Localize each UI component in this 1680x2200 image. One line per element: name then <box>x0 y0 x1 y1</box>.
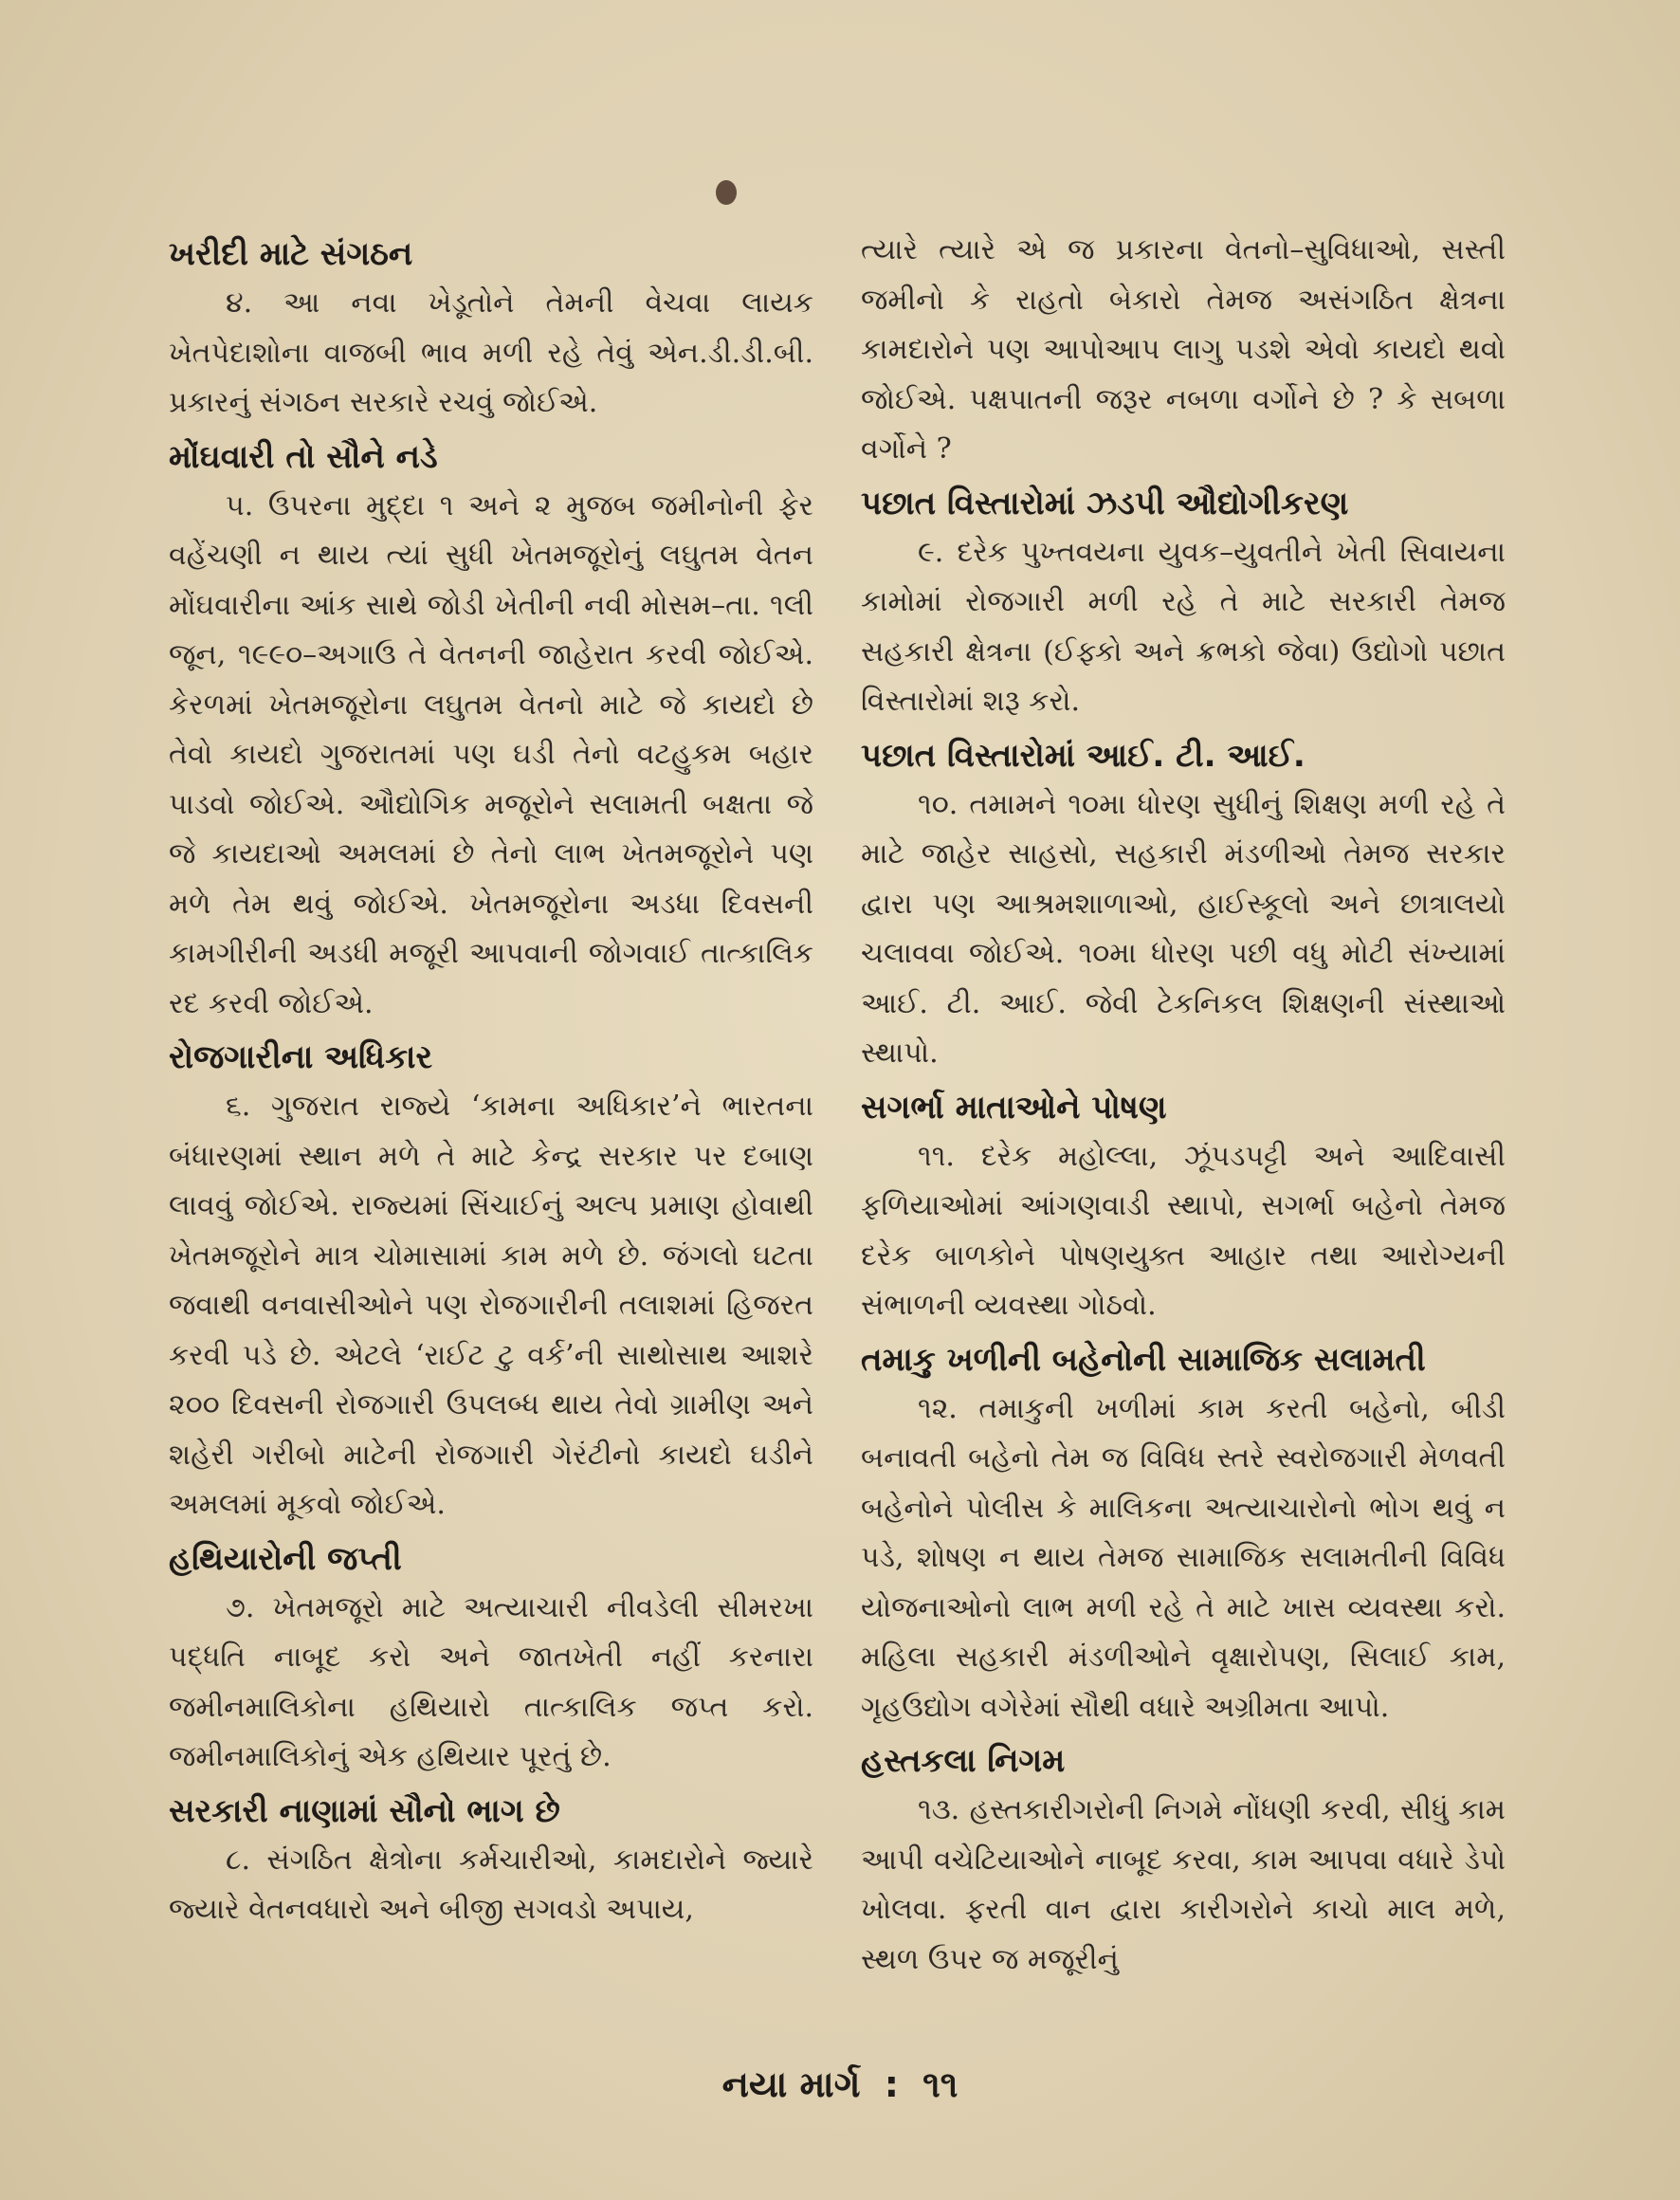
section-heading-handicraft-corporation: હસ્તકલા નિગમ <box>861 1742 1066 1780</box>
section-heading-employment-rights: રોજગારીના અધિકાર <box>169 1038 433 1076</box>
section-heading-inflation: મોંઘવારી તો સૌને નડે <box>169 437 438 476</box>
paragraph-6: ૬. ગુજરાત રાજ્યે ‘કામના અધિકાર’ને ભારતના બંધારણમાં સ્થાન મળે તે માટે કેન્દ્ર સરકાર પર દબાણ લાવવું જોઈએ. રાજ્યમાં સિંચાઈનું અલ્પ પ્રમાણ હોવાથી ખેતમજૂરોને માત્ર ચોમાસામાં કામ મળે છે. જંગલો ઘટતા જવાથી વનવાસીઓને પણ રોજગારીની તલાશમાં હિજરત કરવી પડે છે. એટલે ‘રાઈટ ટુ વર્ક’ની સાથોસાથ આશરે ૨૦૦ દિવસની રોજગારી ઉપલબ્ધ થાય તેવો ગ્રામીણ અને શહેરી ગરીબો માટેની રોજગારી ગેરંટીનો કાયદો ઘડીને અમલમાં મૂકવો જોઈએ. <box>169 1090 813 1521</box>
paragraph-11: ૧૧. દરેક મહોલ્લા, ઝૂંપડપટ્ટી અને આદિવાસી ફળિયાઓમાં આંગણવાડી સ્થાપો, સગર્ભા બહેનો તેમજ દરેક બાળકોને પોષણયુક્ત આહાર તથા આરોગ્યની સંભાળની વ્યવસ્થા ગોઠવો. <box>861 1139 1506 1322</box>
paragraph-7: ૭. ખેતમજૂરો માટે અત્યાચારી નીવડેલી સીમરખા પદ્ધતિ નાબૂદ કરો અને જાતખેતી નહીં કરનારા જમીનમાલિકોના હથિયારો તાત્કાલિક જપ્ત કરો. જમીનમાલિકોનું એક હથિયાર પૂરતું છે. <box>169 1590 814 1773</box>
left-column <box>169 226 813 1935</box>
page-footer <box>0 2063 1680 2106</box>
paragraph-9: ૯. દરેક પુખ્તવયના યુવક–યુવતીને ખેતી સિવાયના કામોમાં રોજગારી મળી રહે તે માટે સરકારી તેમજ સહકારી ક્ષેત્રના (ઈફ્કો અને ક્રભકો જેવા) ઉદ્યોગો પછાત વિસ્તારોમાં શરૂ કરો. <box>861 535 1506 718</box>
section-heading-purchase-organization: ખરીદી માટે સંગઠન <box>169 235 413 273</box>
section-heading-iti: પછાત વિસ્તારોમાં આઈ. ટી. આઈ. <box>861 736 1306 775</box>
right-column <box>861 226 1506 1985</box>
paragraph-8: ૮. સંગઠિત ક્ષેત્રોના કર્મચારીઓ, કામદારોને જ્યારે જ્યારે વેતનવધારો અને બીજી સગવડો અપાય, <box>169 1842 813 1926</box>
paragraph-13: ૧૩. હસ્તકારીગરોની નિગમે નોંધણી કરવી, સીધું કામ આપી વચેટિયાઓને નાબૂદ કરવા, કામ આપવા વધારે ડેપો ખોલવા. ફરતી વાન દ્વારા કારીગરોને કાચો માલ મળે, સ્થળ ઉપર જ મજૂરીનું <box>861 1793 1506 1976</box>
paragraph-12: ૧૨. તમાકુની ખળીમાં કામ કરતી બહેનો, બીડી બનાવતી બહેનો તેમ જ વિવિધ સ્તરે સ્વરોજગારી મેળવતી બહેનોને પોલીસ કે માલિકના અત્યાચારોનો ભોગ થવું ન પડે, શોષણ ન થાય તેમજ સામાજિક સલામતીની વિવિધ યોજનાઓનો લાભ મળી રહે તે માટે ખાસ વ્યવસ્થા કરો. મહિલા સહકારી મંડળીઓને વૃક્ષારોપણ, સિલાઈ કામ, ગૃહઉદ્યોગ વગેરેમાં સૌથી વધારે અગ્રીમતા આપો. <box>861 1391 1506 1724</box>
section-heading-maternal-nutrition: સગર્ભા માતાઓને પોષણ <box>861 1088 1167 1127</box>
paragraph-10: ૧૦. તમામને ૧૦મા ધોરણ સુધીનું શિક્ષણ મળી રહે તે માટે જાહેર સાહસો, સહકારી મંડળીઓ તેમજ સરકાર દ્વારા પણ આશ્રમશાળાઓ, હાઈસ્કૂલો અને છાત્રાલયો ચલાવવા જોઈએ. ૧૦મા ધોરણ પછી વધુ મોટી સંખ્યામાં આઈ. ટી. આઈ. જેવી ટેકનિકલ શિક્ષણની સંસ્થાઓ સ્થાપો. <box>861 787 1506 1070</box>
section-heading-social-security: તમાકુ ખળીની બહેનોની સામાજિક સલામતી <box>861 1340 1426 1379</box>
paragraph-5: ૫. ઉપરના મુદ્દા ૧ અને ૨ મુજબ જમીનોની ફેર વહેંચણી ન થાય ત્યાં સુધી ખેતમજૂરોનું લઘુતમ વેતન મોંઘવારીના આંક સાથે જોડી ખેતીની નવી મોસમ–તા. ૧લી જૂન, ૧૯૯૦–અગાઉ તે વેતનની જાહેરાત કરવી જોઈએ. કેરળમાં ખેતમજૂરોના લઘુતમ વેતનો માટે જે કાયદો છે તેવો કાયદો ગુજરાતમાં પણ ઘડી તેનો વટહુકમ બહાર પાડવો જોઈએ. ઔદ્યોગિક મજૂરોને સલામતી બક્ષતા જે જે કાયદાઓ અમલમાં છે તેનો લાભ ખેતમજૂરોને પણ મળે તેમ થવું જોઈએ. ખેતમજૂરોના અડધા દિવસની કામગીરીની અડધી મજૂરી આપવાની જોગવાઈ તાત્કાલિક રદ કરવી જોઈએ. <box>169 488 813 1020</box>
paragraph-4: ૪. આ નવા ખેડૂતોને તેમની વેચવા લાયક ખેતપેદાશોના વાજબી ભાવ મળી રહે તેવું એન.ડી.ડી.બી. પ્રકારનું સંગઠન સરકારે રચવું જોઈએ. <box>169 286 813 419</box>
punch-hole <box>716 180 737 205</box>
magazine-name: નયા માર્ગ <box>721 2063 861 2105</box>
section-heading-weapons-seizure: હથિયારોની જપ્તી <box>169 1539 402 1578</box>
section-heading-government-funds: સરકારી નાણામાં સૌનો ભાગ છે <box>169 1791 560 1830</box>
section-heading-industrialization: પછાત વિસ્તારોમાં ઝડપી ઔદ્યોગીકરણ <box>861 484 1349 522</box>
paragraph-8-continued: ત્યારે ત્યારે એ જ પ્રકારના વેતનો–સુવિધાઓ, સસ્તી જમીનો કે રાહતો બેકારો તેમજ અસંગઠિત ક્ષેત્રના કામદારોને પણ આપોઆપ લાગુ પડશે એવો કાયદો થવો જોઈએ. પક્ષપાતની જરૂર નબળા વર્ગોને છે ? કે સબળા વર્ગોને ? <box>861 233 1506 466</box>
footer-separator: : <box>884 2063 899 2105</box>
page-number: ૧૧ <box>922 2063 959 2105</box>
